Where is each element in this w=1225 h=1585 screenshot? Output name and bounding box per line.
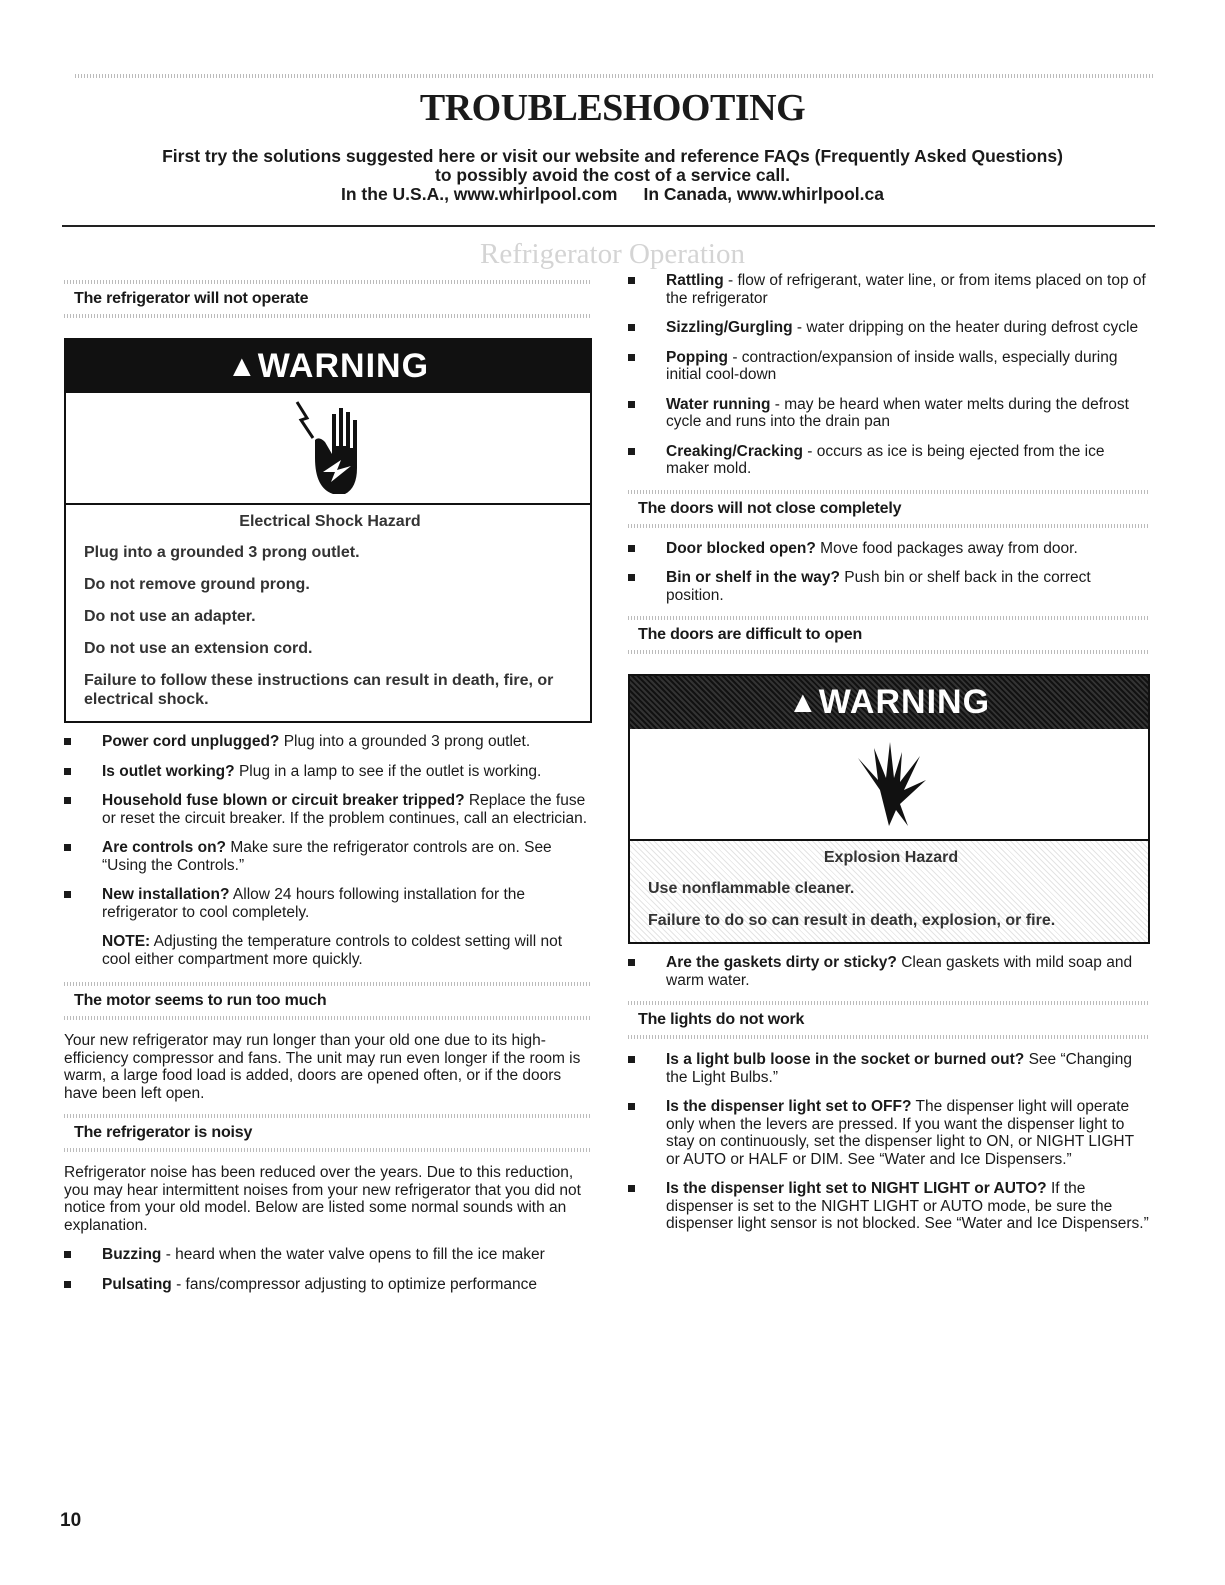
motor-text: Your new refrigerator may run longer than your old one due to its high-efficiency compressor and fans. The unit may run even longer if the room is warm, a large food load is added, doors are opened often, or if the doors have been left open. <box>64 1032 581 1102</box>
heading-noisy-text: The refrigerator is noisy <box>74 1124 253 1141</box>
explosion-warning-box <box>628 674 1150 944</box>
warning-line: Use nonflammable cleaner. <box>648 880 855 897</box>
warning-triangle-icon: ▲ <box>226 350 258 383</box>
item-answer: Allow 24 hours following installation for the refrigerator to cool completely. <box>102 886 525 921</box>
item-answer: Plug into a grounded 3 prong outlet. <box>283 733 531 750</box>
page-title: TROUBLESHOOTING <box>419 87 806 129</box>
item-question: Is outlet working? <box>102 762 235 780</box>
item-question: Popping <box>666 348 728 366</box>
page-number: 10 <box>60 1510 82 1531</box>
heading-doors-close <box>628 490 1150 528</box>
item-question: Creaking/Cracking <box>666 442 803 460</box>
item-question: Pulsating <box>102 1275 172 1293</box>
list-item <box>628 569 1150 604</box>
item-question: Bin or shelf in the way? <box>666 569 840 586</box>
item-question: New installation? <box>102 886 230 903</box>
warning-line: Failure to follow these instructions can result in death, fire, or electrical shock. <box>84 672 554 708</box>
warning-line: Do not use an adapter. <box>84 608 256 625</box>
item-answer: Replace the fuse or reset the circuit breaker. If the problem continues, call an electrician. <box>102 792 588 827</box>
noisy-text: Refrigerator noise has been reduced over the years. Due to this reduction, you may hear intermittent noises from your new refrigerator that you did not notice from your old model. Below are listed some normal sounds with an explanation. <box>64 1164 581 1234</box>
item-answer: If the dispenser is set to the NIGHT LIGHT or AUTO mode, be sure the dispenser light sensor is not blocked. See “Water and Ice Dispensers.” <box>666 1180 1149 1232</box>
item-question: Are controls on? <box>102 839 227 856</box>
list-item <box>628 349 1150 384</box>
heading-lights <box>628 1001 1150 1039</box>
list-item <box>628 396 1150 431</box>
heading-motor-text: The motor seems to run too much <box>74 992 327 1009</box>
intro-usa-link[interactable]: In the U.S.A., www.whirlpool.com <box>341 184 618 204</box>
item-answer: Move food packages away from door. <box>820 539 1078 557</box>
item-question: Door blocked open? <box>666 539 816 557</box>
item-question: Is the dispenser light set to NIGHT LIGHT or AUTO? <box>666 1180 1047 1197</box>
section-title: Refrigerator Operation <box>480 238 745 270</box>
note-label: NOTE: <box>102 933 151 950</box>
item-question: Is the dispenser light set to OFF? <box>666 1098 912 1115</box>
list-item <box>628 954 1150 989</box>
item-answer: - fans/compressor adjusting to optimize performance <box>176 1275 538 1293</box>
item-question: Sizzling/Gurgling <box>666 319 793 336</box>
hazard-title: Electrical Shock Hazard <box>239 513 421 530</box>
warning-label: WARNING <box>257 347 430 385</box>
electrical-warning-body <box>66 505 590 721</box>
item-answer: - may be heard when water melts during the defrost cycle and runs into the drain pan <box>666 395 1129 430</box>
warning-line: Do not remove ground prong. <box>84 576 310 593</box>
list-item <box>628 1180 1150 1233</box>
electrical-shock-hand-icon <box>66 393 590 505</box>
item-answer: Plug in a lamp to see if the outlet is working. <box>238 762 542 780</box>
list-item <box>64 792 592 827</box>
item-answer: Clean gaskets with mild soap and warm water. <box>666 954 1133 989</box>
list-item <box>628 272 1150 307</box>
warning-triangle-icon: ▲ <box>787 686 819 719</box>
heading-lights-text: The lights do not work <box>638 1011 805 1028</box>
item-answer: Make sure the refrigerator controls are on. See “Using the Controls.” <box>102 839 552 874</box>
heading-not-operate-text: The refrigerator will not operate <box>74 290 309 307</box>
warning-banner <box>66 340 590 393</box>
item-question: Buzzing <box>102 1246 162 1263</box>
explosion-warning-body <box>630 841 1148 942</box>
list-item <box>628 540 1150 558</box>
warning-banner <box>630 676 1148 729</box>
hazard-title: Explosion Hazard <box>823 849 959 866</box>
list-item <box>64 1246 592 1264</box>
item-question: Is a light bulb loose in the socket or burned out? <box>666 1051 1025 1068</box>
intro-line-1: First try the solutions suggested here or visit our website and reference FAQs (Frequently Asked Questions) <box>162 146 1063 166</box>
lights-list <box>628 1051 1150 1233</box>
top-hatched-rule <box>75 74 1155 78</box>
list-item <box>628 319 1150 337</box>
heading-not-operate <box>64 280 592 318</box>
list-item <box>628 443 1150 478</box>
list-item <box>64 733 592 751</box>
item-answer: - flow of refrigerant, water line, or from items placed on top of the refrigerator <box>666 272 1146 307</box>
item-question: Water running <box>666 395 771 413</box>
noisy-list <box>64 1246 592 1293</box>
intro-canada-link[interactable]: In Canada, www.whirlpool.ca <box>643 184 884 204</box>
list-item <box>64 1276 592 1294</box>
intro-line-3 <box>60 185 1165 204</box>
item-answer: - heard when the water valve opens to fill the ice maker <box>165 1246 545 1263</box>
warning-line: Do not use an extension cord. <box>84 640 313 657</box>
item-answer: Push bin or shelf back in the correct position. <box>666 569 1091 604</box>
heading-noisy <box>64 1114 592 1152</box>
right-column <box>628 272 1150 1245</box>
item-answer: See “Changing the Light Bulbs.” <box>666 1051 1132 1086</box>
heading-doors-open-text: The doors are difficult to open <box>638 626 863 643</box>
not-operate-list <box>64 733 592 921</box>
item-question: Power cord unplugged? <box>102 733 280 750</box>
item-question: Rattling <box>666 272 724 289</box>
warning-label: WARNING <box>818 683 991 721</box>
noisy-list-continued <box>628 272 1150 478</box>
list-item <box>64 839 592 874</box>
explosion-icon <box>630 729 1148 841</box>
list-item <box>64 763 592 781</box>
item-question: Household fuse blown or circuit breaker tripped? <box>102 792 465 809</box>
item-answer: - water dripping on the heater during defrost cycle <box>796 319 1139 336</box>
note <box>64 933 592 968</box>
doors-close-list <box>628 540 1150 605</box>
left-column <box>64 280 592 1305</box>
warning-line: Plug into a grounded 3 prong outlet. <box>84 544 360 561</box>
item-question: Are the gaskets dirty or sticky? <box>666 954 897 971</box>
intro-line-2: to possibly avoid the cost of a service call. <box>435 165 790 185</box>
heading-doors-open <box>628 616 1150 654</box>
intro-text <box>60 147 1165 204</box>
warning-line: Failure to do so can result in death, explosion, or fire. <box>648 912 1056 929</box>
note-text: Adjusting the temperature controls to coldest setting will not cool either compartment more quickly. <box>102 933 563 968</box>
doors-open-list <box>628 954 1150 989</box>
heading-motor <box>64 982 592 1020</box>
heading-doors-close-text: The doors will not close completely <box>638 499 902 517</box>
item-answer: - contraction/expansion of inside walls, especially during initial cool-down <box>666 348 1118 383</box>
electrical-warning-box <box>64 338 592 723</box>
list-item <box>64 886 592 921</box>
item-answer: The dispenser light will operate only when the levers are pressed. If you want the dispenser light to stay on continuously, set the dispenser light to ON, or NIGHT LIGHT or AUTO or HALF or DIM. See “Water and Ice Dispensers.” <box>666 1098 1134 1168</box>
list-item <box>628 1051 1150 1086</box>
item-answer: - occurs as ice is being ejected from the ice maker mold. <box>666 442 1105 477</box>
intro-divider <box>62 225 1155 227</box>
list-item <box>628 1098 1150 1168</box>
